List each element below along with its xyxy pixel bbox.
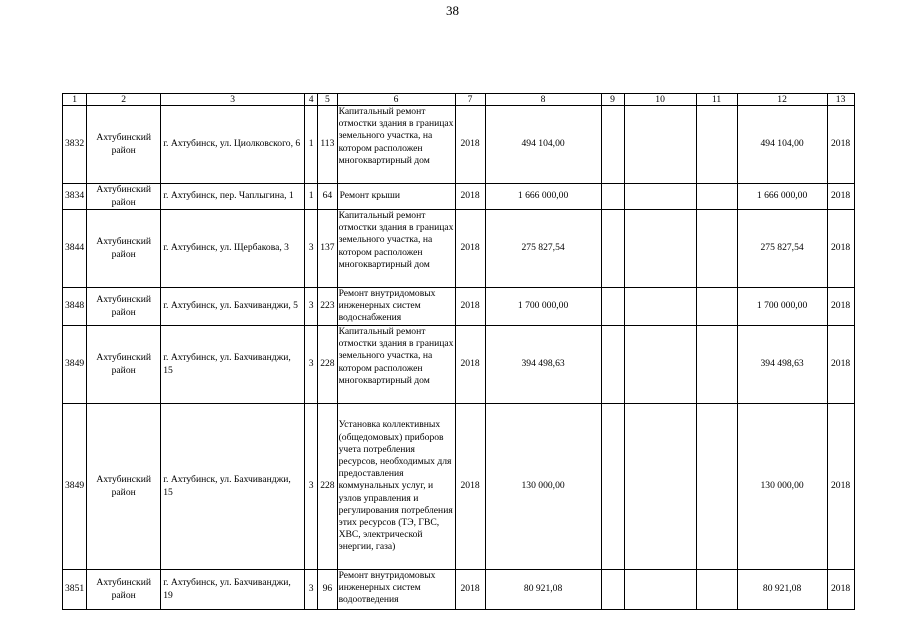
address: г. Ахтубинск, ул. Бахчиванджи, 5: [161, 288, 305, 326]
total: 80 921,08: [737, 570, 827, 610]
column-header: 1: [63, 94, 87, 106]
year: 2018: [455, 184, 485, 210]
work-type: Капитальный ремонт отмостки здания в границах земельного участка, на котором расположен многоквартирный дом: [337, 210, 455, 288]
column-header: 6: [337, 94, 455, 106]
cell-5: 223: [318, 288, 337, 326]
cell-5: 113: [318, 106, 337, 184]
cell-10: [624, 570, 696, 610]
row-id: 3834: [63, 184, 87, 210]
district: Ахтубинский район: [87, 570, 161, 610]
cell-5: 228: [318, 326, 337, 404]
cell-9: [601, 326, 624, 404]
cell-10: [624, 404, 696, 570]
row-id: 3849: [63, 326, 87, 404]
cost: 1 700 000,00: [485, 288, 601, 326]
column-header: 12: [737, 94, 827, 106]
cell-13: 2018: [827, 570, 854, 610]
cost: 394 498,63: [485, 326, 601, 404]
row-id: 3849: [63, 404, 87, 570]
column-header: 13: [827, 94, 854, 106]
year: 2018: [455, 106, 485, 184]
district: Ахтубинский район: [87, 106, 161, 184]
cell-4: 3: [305, 570, 318, 610]
cell-11: [696, 404, 737, 570]
cell-13: 2018: [827, 210, 854, 288]
cell-9: [601, 404, 624, 570]
row-id: 3832: [63, 106, 87, 184]
cost: 130 000,00: [485, 404, 601, 570]
total: 394 498,63: [737, 326, 827, 404]
column-header-row: [63, 94, 855, 106]
cell-4: 3: [305, 210, 318, 288]
cell-13: 2018: [827, 106, 854, 184]
work-type: Капитальный ремонт отмостки здания в границах земельного участка, на котором расположен многоквартирный дом: [337, 326, 455, 404]
address: г. Ахтубинск, ул. Циолковского, 6: [161, 106, 305, 184]
capital-repair-table: [62, 93, 855, 610]
total: 130 000,00: [737, 404, 827, 570]
column-header: 2: [87, 94, 161, 106]
cell-5: 228: [318, 404, 337, 570]
address: г. Ахтубинск, пер. Чаплыгина, 1: [161, 184, 305, 210]
year: 2018: [455, 288, 485, 326]
column-header: 3: [161, 94, 305, 106]
page-number: 38: [446, 3, 459, 18]
year: 2018: [455, 404, 485, 570]
work-type: Капитальный ремонт отмостки здания в границах земельного участка, на котором расположен многоквартирный дом: [337, 106, 455, 184]
work-type: Установка коллективных (общедомовых) приборов учета потребления ресурсов, необходимых для предоставления коммунальных услуг, и узлов управления и регулирования потребления этих ресурсов (ТЭ, ГВС, ХВС, электрической энергии, газа): [337, 404, 455, 570]
cell-11: [696, 570, 737, 610]
table-row: [63, 326, 855, 404]
cell-9: [601, 570, 624, 610]
cell-4: 3: [305, 326, 318, 404]
table-row: [63, 288, 855, 326]
district: Ахтубинский район: [87, 184, 161, 210]
cell-9: [601, 288, 624, 326]
column-header: 10: [624, 94, 696, 106]
column-header: 9: [601, 94, 624, 106]
table-row: [63, 570, 855, 610]
district: Ахтубинский район: [87, 404, 161, 570]
total: 494 104,00: [737, 106, 827, 184]
total: 1 666 000,00: [737, 184, 827, 210]
cell-13: 2018: [827, 288, 854, 326]
cost: 275 827,54: [485, 210, 601, 288]
cell-13: 2018: [827, 326, 854, 404]
cost: 1 666 000,00: [485, 184, 601, 210]
cell-10: [624, 184, 696, 210]
cell-4: 3: [305, 288, 318, 326]
cell-11: [696, 184, 737, 210]
cost: 494 104,00: [485, 106, 601, 184]
year: 2018: [455, 570, 485, 610]
table-row: [63, 404, 855, 570]
year: 2018: [455, 326, 485, 404]
cell-4: 1: [305, 106, 318, 184]
work-type: Ремонт крыши: [337, 184, 455, 210]
row-id: 3844: [63, 210, 87, 288]
total: 275 827,54: [737, 210, 827, 288]
cell-13: 2018: [827, 184, 854, 210]
work-type: Ремонт внутридомовых инженерных систем водоотведения: [337, 570, 455, 610]
cell-10: [624, 326, 696, 404]
work-type: Ремонт внутридомовых инженерных систем водоснабжения: [337, 288, 455, 326]
cell-9: [601, 210, 624, 288]
address: г. Ахтубинск, ул. Бахчиванджи, 19: [161, 570, 305, 610]
cell-5: 137: [318, 210, 337, 288]
column-header: 8: [485, 94, 601, 106]
cell-4: 1: [305, 184, 318, 210]
address: г. Ахтубинск, ул. Бахчиванджи, 15: [161, 326, 305, 404]
address: г. Ахтубинск, ул. Щербакова, 3: [161, 210, 305, 288]
table-row: [63, 210, 855, 288]
year: 2018: [455, 210, 485, 288]
cell-9: [601, 106, 624, 184]
column-header: 5: [318, 94, 337, 106]
table-row: [63, 184, 855, 210]
cell-10: [624, 210, 696, 288]
row-id: 3851: [63, 570, 87, 610]
cell-5: 96: [318, 570, 337, 610]
row-id: 3848: [63, 288, 87, 326]
cell-11: [696, 288, 737, 326]
cell-13: 2018: [827, 404, 854, 570]
cell-5: 64: [318, 184, 337, 210]
total: 1 700 000,00: [737, 288, 827, 326]
column-header: 7: [455, 94, 485, 106]
address: г. Ахтубинск, ул. Бахчиванджи, 15: [161, 404, 305, 570]
column-header: 11: [696, 94, 737, 106]
cell-11: [696, 106, 737, 184]
cost: 80 921,08: [485, 570, 601, 610]
table-row: [63, 106, 855, 184]
district: Ахтубинский район: [87, 326, 161, 404]
column-header: 4: [305, 94, 318, 106]
cell-11: [696, 210, 737, 288]
cell-10: [624, 106, 696, 184]
cell-9: [601, 184, 624, 210]
cell-10: [624, 288, 696, 326]
district: Ахтубинский район: [87, 288, 161, 326]
cell-11: [696, 326, 737, 404]
cell-4: 3: [305, 404, 318, 570]
district: Ахтубинский район: [87, 210, 161, 288]
